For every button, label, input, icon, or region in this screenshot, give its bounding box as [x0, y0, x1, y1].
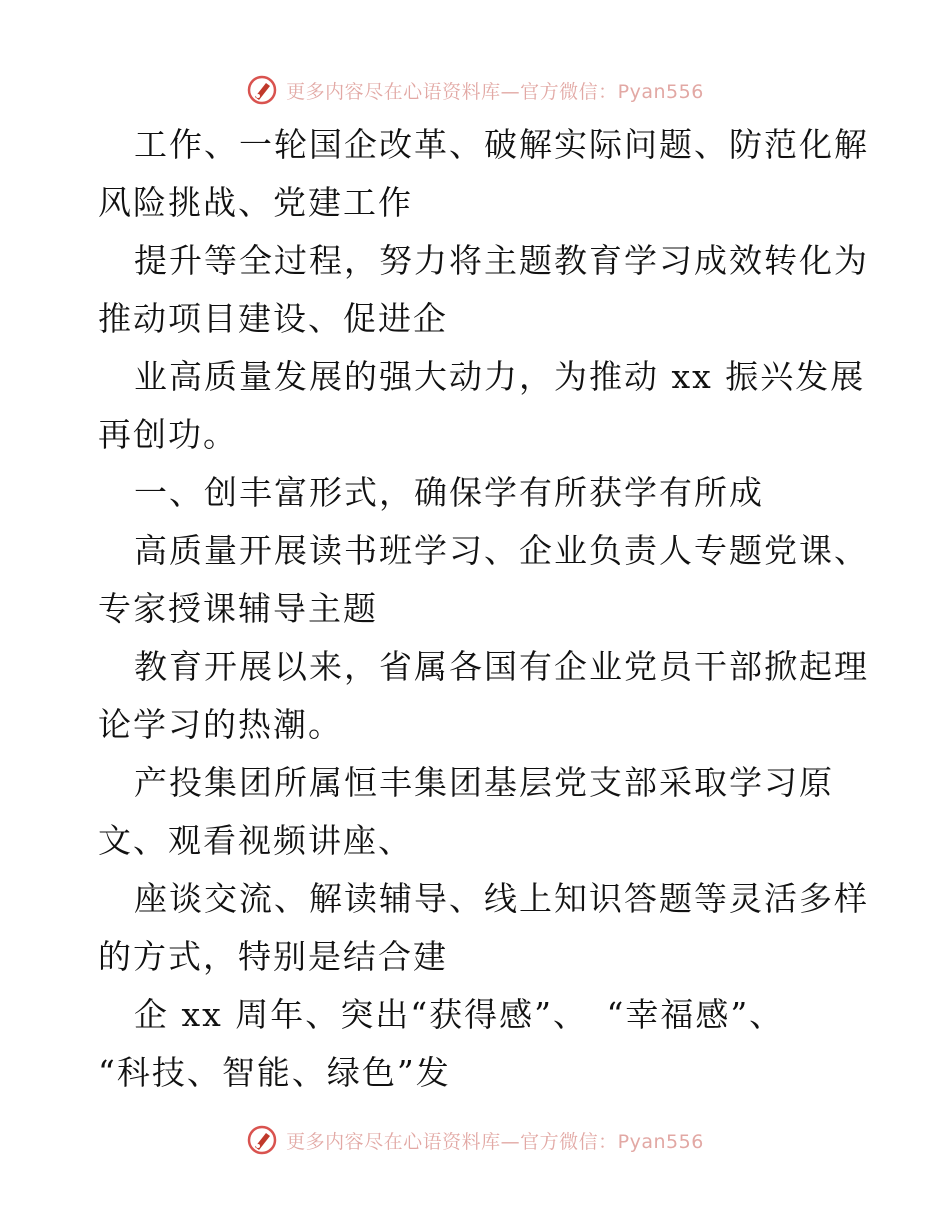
text-line: 企 xx 周年、突出“获得感”、 “幸福感”、 — [134, 995, 785, 1034]
watermark-text: 更多内容尽在心语资料库—官方微信：Pyan556 — [286, 80, 704, 103]
text-line: 推动项目建设、促进企 — [98, 299, 448, 338]
pen-nib-logo-icon — [246, 1124, 278, 1156]
text-line: 工作、一轮国企改革、破解实际问题、防范化解 — [134, 125, 869, 164]
text-line: 文、观看视频讲座、 — [98, 821, 413, 860]
text-line: 业高质量发展的强大动力，为推动 xx 振兴发展 — [134, 357, 866, 396]
text-line: 产投集团所属恒丰集团基层党支部采取学习原 — [134, 763, 834, 802]
text-line: 的方式，特别是结合建 — [98, 937, 448, 976]
text-line: “科技、智能、绿色”发 — [98, 1053, 451, 1092]
watermark-text: 更多内容尽在心语资料库—官方微信：Pyan556 — [286, 1130, 704, 1153]
header-watermark — [0, 70, 950, 110]
text-line: 座谈交流、解读辅导、线上知识答题等灵活多样 — [134, 879, 869, 918]
text-line: 一、创丰富形式，确保学有所获学有所成 — [134, 473, 764, 512]
body-text — [98, 116, 869, 1102]
pen-nib-logo-icon — [246, 74, 278, 106]
text-line: 高质量开展读书班学习、企业负责人专题党课、 — [134, 531, 869, 570]
text-line: 再创功。 — [98, 415, 238, 454]
text-line: 专家授课辅导主题 — [98, 589, 378, 628]
text-line: 风险挑战、党建工作 — [98, 183, 413, 222]
footer-watermark — [0, 1120, 950, 1160]
text-line: 教育开展以来，省属各国有企业党员干部掀起理 — [134, 647, 869, 686]
text-line: 论学习的热潮。 — [98, 705, 343, 744]
text-line: 提升等全过程，努力将主题教育学习成效转化为 — [134, 241, 869, 280]
